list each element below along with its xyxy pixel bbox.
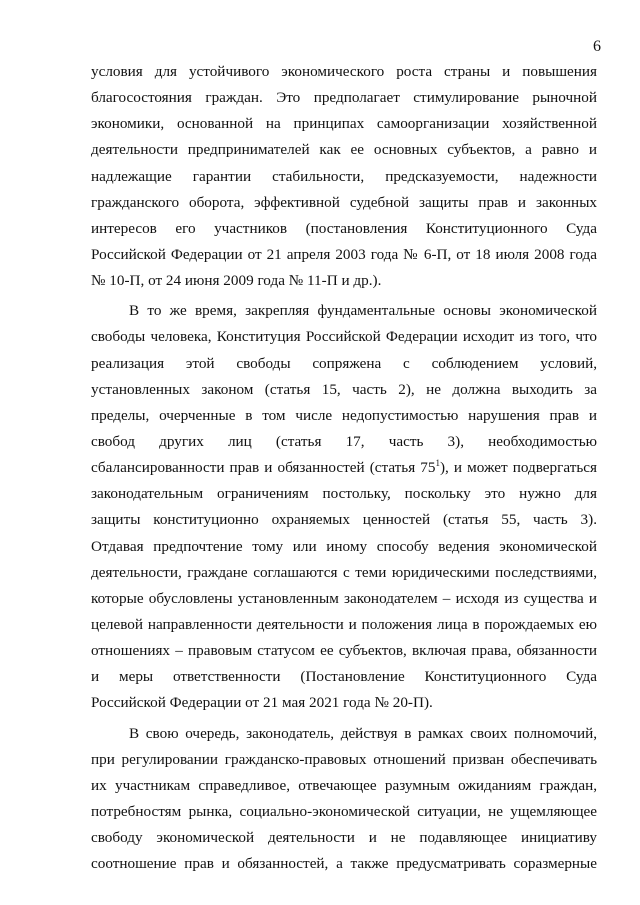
paragraph-3 <box>91 721 597 878</box>
text-line: деятельности, граждане соглашаются с теми юридическими последствиями, <box>91 563 597 581</box>
text-line: Отдавая предпочтение тому или иному способу ведения экономической <box>91 537 597 555</box>
text-line: гражданского оборота, эффективной судебной защиты прав и законных <box>91 193 597 211</box>
text-line: надлежащие гарантии стабильности, предсказуемости, надежности <box>91 167 597 185</box>
text-line: интересов его участников (постановления Конституционного Суда <box>91 219 597 237</box>
text-line: соотношение прав и обязанностей, а также предусматривать соразмерные <box>91 855 597 873</box>
text-line: Российской Федерации от 21 апреля 2003 года № 6-П, от 18 июля 2008 года <box>91 245 597 263</box>
text-line: установленных законом (статья 15, часть 2), не должна выходить за <box>91 380 597 398</box>
text-segment: ), и может подвергаться <box>439 459 597 477</box>
text-line: В свою очередь, законодатель, действуя в рамках своих полномочий, <box>129 724 597 742</box>
text-line: В то же время, закрепляя фундаментальные основы экономической <box>129 302 597 320</box>
text-segment: сбалансированности прав и обязанностей (статья 75 <box>91 459 436 477</box>
text-line-with-superscript <box>91 455 597 481</box>
text-line: свободу экономической деятельности и не подавляющее инициативу <box>91 829 597 847</box>
text-line: целевой направленности деятельности и положения лица в порождаемых ею <box>91 615 597 633</box>
text-line: защиты конституционно охраняемых ценностей (статья 55, часть 3). <box>91 511 597 529</box>
superscript: 1 <box>435 458 440 469</box>
text-line: пределы, очерченные в том числе недопустимостью нарушения прав и <box>91 406 597 424</box>
text-line: при регулировании гражданско-правовых отношений призван обеспечивать <box>91 750 597 768</box>
text-line: условия для устойчивого экономического роста страны и повышения <box>91 63 597 80</box>
text-line: благосостояния граждан. Это предполагает стимулирование рыночной <box>91 89 597 107</box>
text-line: Российской Федерации от 21 мая 2021 года № 20-П). <box>91 694 433 712</box>
text-line: свобод других лиц (статья 17, часть 3), необходимостью <box>91 432 597 450</box>
page-number: 6 <box>593 38 601 55</box>
paragraph-2 <box>91 298 597 716</box>
paragraph-1 <box>91 59 597 294</box>
text-line: потребностям рынка, социально-экономической ситуации, не ущемляющее <box>91 802 597 820</box>
text-line: и меры ответственности (Постановление Конституционного Суда <box>91 668 597 686</box>
text-line: отношениях – правовым статусом ее субъектов, включая права, обязанности <box>91 642 597 660</box>
text-line: деятельности предпринимателей как ее основных субъектов, а равно и <box>91 141 597 159</box>
text-line: реализация этой свободы сопряжена с соблюдением условий, <box>91 354 597 372</box>
text-line: экономики, основанной на принципах самоорганизации хозяйственной <box>91 115 597 133</box>
text-line: свободы человека, Конституция Российской Федерации исходит из того, что <box>91 328 597 346</box>
body-text <box>91 59 597 877</box>
text-line: № 10-П, от 24 июня 2009 года № 11-П и др.). <box>91 272 382 290</box>
text-line: законодательным ограничениям постольку, поскольку это нужно для <box>91 485 597 503</box>
text-line: их участникам справедливое, отвечающее разумным ожиданиям граждан, <box>91 776 597 794</box>
text-line: которые обусловлены установленным законодателем – исходя из существа и <box>91 589 597 607</box>
